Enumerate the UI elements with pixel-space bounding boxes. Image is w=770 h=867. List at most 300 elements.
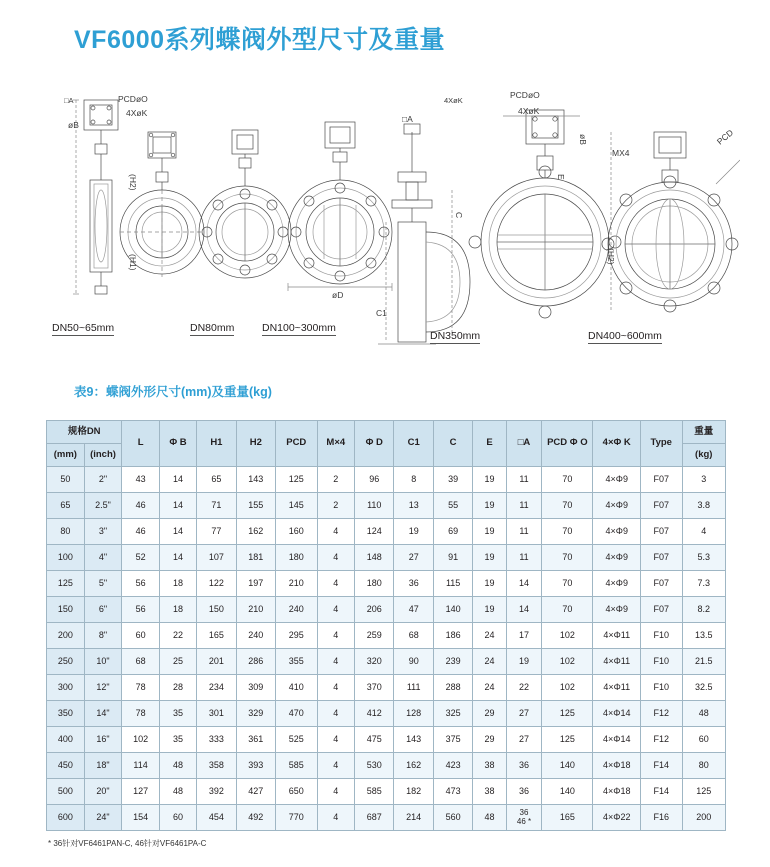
- table-row: [47, 493, 726, 519]
- cell-4-phi-k: 4×Φ11: [593, 649, 641, 675]
- cell-L: 46: [122, 493, 159, 519]
- cell-pcd-phi-o: 102: [542, 675, 593, 701]
- cell-dn-mm: 250: [47, 649, 85, 675]
- cell-pcd: 650: [276, 779, 317, 805]
- annotation-h1-right: (H2): [606, 248, 616, 265]
- cell-L: 68: [122, 649, 159, 675]
- cell-phi-d: 320: [355, 649, 394, 675]
- cell-type: F07: [640, 519, 682, 545]
- cell-h1: 454: [197, 805, 236, 831]
- cell-c: 288: [433, 675, 472, 701]
- annotation-h2-right: E: [556, 174, 566, 180]
- cell-pcd: 470: [276, 701, 317, 727]
- cell-h2: 143: [236, 467, 275, 493]
- cell-L: 46: [122, 519, 159, 545]
- cell-type: F12: [640, 701, 682, 727]
- cell-4-phi-k: 4×Φ9: [593, 493, 641, 519]
- cell-h2: 155: [236, 493, 275, 519]
- cell-4-phi-k: 4×Φ9: [593, 519, 641, 545]
- cell-pcd-phi-o: 70: [542, 545, 593, 571]
- cell-weight: 3: [682, 467, 726, 493]
- annotation-h1-left: (H1): [128, 254, 138, 271]
- cell-pcd: 525: [276, 727, 317, 753]
- cell-c1: 128: [394, 701, 433, 727]
- cell-pcd-phi-o: 70: [542, 467, 593, 493]
- cell-pcd-phi-o: 70: [542, 571, 593, 597]
- cell-c1: 111: [394, 675, 433, 701]
- cell-e: 29: [473, 701, 506, 727]
- cell-phi-b: 28: [159, 675, 196, 701]
- cell-dn-mm: 350: [47, 701, 85, 727]
- cell-e: 19: [473, 467, 506, 493]
- cell-phi-b: 14: [159, 545, 196, 571]
- cell-h2: 427: [236, 779, 275, 805]
- cell-phi-b: 22: [159, 623, 196, 649]
- cell-weight: 3.8: [682, 493, 726, 519]
- cell-type: F07: [640, 467, 682, 493]
- cell-dn-mm: 50: [47, 467, 85, 493]
- cell-dn-mm: 150: [47, 597, 85, 623]
- cell-4-phi-k: 4×Φ11: [593, 623, 641, 649]
- annotation-c: C: [454, 212, 464, 219]
- cell-h2: 329: [236, 701, 275, 727]
- table-row: [47, 467, 726, 493]
- cell-L: 114: [122, 753, 159, 779]
- cell-dn-inch: 20": [84, 779, 122, 805]
- table-body: [47, 467, 726, 831]
- cell-dn-mm: 450: [47, 753, 85, 779]
- cell-pcd: 210: [276, 571, 317, 597]
- cell-h2: 240: [236, 623, 275, 649]
- th-phi-b: Φ B: [159, 421, 196, 467]
- cell-type: F07: [640, 571, 682, 597]
- cell-weight: 7.3: [682, 571, 726, 597]
- spec-table: [46, 420, 726, 831]
- annotation-pcd-right: PCDøO: [510, 90, 540, 100]
- cell-type: F07: [640, 597, 682, 623]
- th-phi-d: Φ D: [355, 421, 394, 467]
- cell-h1: 392: [197, 779, 236, 805]
- cell-c1: 162: [394, 753, 433, 779]
- cell-weight: 13.5: [682, 623, 726, 649]
- cell-phi-d: 370: [355, 675, 394, 701]
- cell-c: 560: [433, 805, 472, 831]
- cell-weight: 5.3: [682, 545, 726, 571]
- caption-dn100-300: DN100~300mm: [262, 322, 336, 334]
- annotation-pcd-left: PCDøO: [118, 94, 148, 104]
- cell-dn-inch: 24": [84, 805, 122, 831]
- cell-4-phi-k: 4×Φ9: [593, 467, 641, 493]
- cell-4-phi-k: 4×Φ9: [593, 571, 641, 597]
- table-row: [47, 753, 726, 779]
- cell-h2: 197: [236, 571, 275, 597]
- cell-h1: 333: [197, 727, 236, 753]
- cell-h2: 309: [236, 675, 275, 701]
- cell-h1: 165: [197, 623, 236, 649]
- cell-pcd: 145: [276, 493, 317, 519]
- cell-pcd-phi-o: 70: [542, 493, 593, 519]
- cell-phi-d: 110: [355, 493, 394, 519]
- cell-h2: 286: [236, 649, 275, 675]
- cell-dn-mm: 400: [47, 727, 85, 753]
- cell-square-a: 36: [506, 779, 541, 805]
- cell-c: 239: [433, 649, 472, 675]
- cell-h2: 181: [236, 545, 275, 571]
- annotation-h2-left: (H2): [128, 174, 138, 191]
- th-weight-unit: (kg): [682, 444, 726, 467]
- table-row: [47, 779, 726, 805]
- caption-dn400-600: DN400~600mm: [588, 330, 662, 342]
- th-m4: M×4: [317, 421, 355, 467]
- cell-L: 60: [122, 623, 159, 649]
- cell-c: 186: [433, 623, 472, 649]
- cell-dn-mm: 600: [47, 805, 85, 831]
- cell-L: 102: [122, 727, 159, 753]
- cell-e: 19: [473, 493, 506, 519]
- cell-h1: 107: [197, 545, 236, 571]
- cell-c1: 90: [394, 649, 433, 675]
- cell-weight: 125: [682, 779, 726, 805]
- cell-h1: 234: [197, 675, 236, 701]
- cell-c1: 47: [394, 597, 433, 623]
- cell-phi-d: 124: [355, 519, 394, 545]
- cell-pcd-phi-o: 70: [542, 597, 593, 623]
- cell-dn-inch: 2.5": [84, 493, 122, 519]
- cell-dn-mm: 80: [47, 519, 85, 545]
- table-row: [47, 519, 726, 545]
- cell-c1: 214: [394, 805, 433, 831]
- caption-dn50-65: DN50~65mm: [52, 322, 115, 334]
- cell-m4: 4: [317, 701, 355, 727]
- cell-phi-d: 412: [355, 701, 394, 727]
- cell-phi-b: 35: [159, 701, 196, 727]
- cell-pcd-phi-o: 70: [542, 519, 593, 545]
- cell-e: 19: [473, 545, 506, 571]
- cell-phi-b: 18: [159, 571, 196, 597]
- cell-4-phi-k: 4×Φ14: [593, 701, 641, 727]
- cell-c1: 19: [394, 519, 433, 545]
- cell-square-a: 11: [506, 545, 541, 571]
- cell-e: 19: [473, 571, 506, 597]
- table-head: [47, 421, 726, 467]
- cell-m4: 4: [317, 753, 355, 779]
- cell-L: 52: [122, 545, 159, 571]
- cell-phi-d: 687: [355, 805, 394, 831]
- cell-weight: 32.5: [682, 675, 726, 701]
- cell-c: 55: [433, 493, 472, 519]
- cell-pcd: 240: [276, 597, 317, 623]
- cell-e: 19: [473, 519, 506, 545]
- cell-type: F07: [640, 545, 682, 571]
- cell-dn-inch: 12": [84, 675, 122, 701]
- annotation-holes-right: 4XøK: [518, 106, 540, 116]
- cell-h1: 77: [197, 519, 236, 545]
- cell-square-a: 36: [506, 753, 541, 779]
- table-row: [47, 649, 726, 675]
- cell-e: 48: [473, 805, 506, 831]
- cell-pcd: 125: [276, 467, 317, 493]
- spec-table-wrapper: [46, 420, 726, 831]
- cell-L: 154: [122, 805, 159, 831]
- table-row: [47, 701, 726, 727]
- table-row: [47, 571, 726, 597]
- cell-pcd-phi-o: 125: [542, 701, 593, 727]
- cell-m4: 4: [317, 623, 355, 649]
- cell-dn-inch: 14": [84, 701, 122, 727]
- cell-h1: 71: [197, 493, 236, 519]
- th-dn-mm: (mm): [47, 444, 85, 467]
- cell-c: 325: [433, 701, 472, 727]
- table-row: [47, 805, 726, 831]
- cell-phi-b: 35: [159, 727, 196, 753]
- cell-m4: 4: [317, 545, 355, 571]
- cell-h1: 150: [197, 597, 236, 623]
- cell-4-phi-k: 4×Φ14: [593, 727, 641, 753]
- cell-h1: 122: [197, 571, 236, 597]
- cell-square-a: 14: [506, 597, 541, 623]
- cell-h2: 492: [236, 805, 275, 831]
- cell-square-a: 11: [506, 467, 541, 493]
- table-row: [47, 597, 726, 623]
- cell-phi-b: 25: [159, 649, 196, 675]
- cell-phi-d: 475: [355, 727, 394, 753]
- cell-m4: 4: [317, 675, 355, 701]
- cell-phi-b: 60: [159, 805, 196, 831]
- th-dn-inch: (inch): [84, 444, 122, 467]
- cell-type: F16: [640, 805, 682, 831]
- th-weight: 重量: [682, 421, 726, 444]
- cell-phi-d: 206: [355, 597, 394, 623]
- annotation-ob-left: øB: [68, 120, 79, 130]
- cell-weight: 80: [682, 753, 726, 779]
- th-type: Type: [640, 421, 682, 467]
- cell-h2: 162: [236, 519, 275, 545]
- cell-square-a: 11: [506, 493, 541, 519]
- th-h2: H2: [236, 421, 275, 467]
- cell-weight: 60: [682, 727, 726, 753]
- cell-m4: 4: [317, 727, 355, 753]
- cell-phi-b: 48: [159, 779, 196, 805]
- cell-square-a: 14: [506, 571, 541, 597]
- th-c: C: [433, 421, 472, 467]
- cell-4-phi-k: 4×Φ9: [593, 545, 641, 571]
- cell-h1: 201: [197, 649, 236, 675]
- annotation-c1: C1: [376, 308, 387, 318]
- th-4-phi-k: 4×Φ K: [593, 421, 641, 467]
- cell-square-a: 27: [506, 701, 541, 727]
- th-L: L: [122, 421, 159, 467]
- annotation-holes-left: 4XøK: [126, 108, 148, 118]
- cell-dn-inch: 6": [84, 597, 122, 623]
- cell-c: 423: [433, 753, 472, 779]
- cell-dn-mm: 100: [47, 545, 85, 571]
- cell-c1: 8: [394, 467, 433, 493]
- annotation-pcd-far-right: PCD: [714, 127, 736, 147]
- cell-m4: 2: [317, 493, 355, 519]
- cell-phi-b: 14: [159, 519, 196, 545]
- cell-e: 19: [473, 597, 506, 623]
- cell-dn-mm: 500: [47, 779, 85, 805]
- th-e: E: [473, 421, 506, 467]
- cell-4-phi-k: 4×Φ22: [593, 805, 641, 831]
- cell-c: 115: [433, 571, 472, 597]
- cell-c: 69: [433, 519, 472, 545]
- cell-c1: 68: [394, 623, 433, 649]
- cell-h2: 210: [236, 597, 275, 623]
- cell-L: 56: [122, 571, 159, 597]
- cell-pcd: 295: [276, 623, 317, 649]
- table-row: [47, 545, 726, 571]
- cell-dn-mm: 200: [47, 623, 85, 649]
- caption-dn80: DN80mm: [190, 322, 235, 334]
- cell-c: 91: [433, 545, 472, 571]
- cell-dn-inch: 3": [84, 519, 122, 545]
- table-footnote: * 36针对VF6461PAN-C, 46针对VF6461PA-C: [48, 839, 207, 848]
- cell-type: F10: [640, 649, 682, 675]
- cell-type: F12: [640, 727, 682, 753]
- cell-square-a: 17: [506, 623, 541, 649]
- cell-pcd-phi-o: 140: [542, 779, 593, 805]
- cell-phi-b: 18: [159, 597, 196, 623]
- cell-h2: 393: [236, 753, 275, 779]
- cell-dn-inch: 4": [84, 545, 122, 571]
- cell-weight: 8.2: [682, 597, 726, 623]
- cell-pcd: 180: [276, 545, 317, 571]
- cell-type: F10: [640, 675, 682, 701]
- cell-4-phi-k: 4×Φ9: [593, 597, 641, 623]
- cell-c: 39: [433, 467, 472, 493]
- cell-h2: 361: [236, 727, 275, 753]
- cell-e: 24: [473, 623, 506, 649]
- cell-4-phi-k: 4×Φ18: [593, 753, 641, 779]
- cell-m4: 4: [317, 519, 355, 545]
- cell-m4: 4: [317, 571, 355, 597]
- annotation-od: øD: [332, 290, 344, 300]
- cell-c1: 143: [394, 727, 433, 753]
- cell-weight: 21.5: [682, 649, 726, 675]
- annotation-e: øB: [578, 134, 588, 145]
- cell-h1: 301: [197, 701, 236, 727]
- cell-c1: 36: [394, 571, 433, 597]
- cell-L: 43: [122, 467, 159, 493]
- cell-square-a: 11: [506, 519, 541, 545]
- cell-h1: 65: [197, 467, 236, 493]
- cell-phi-d: 180: [355, 571, 394, 597]
- cell-e: 24: [473, 649, 506, 675]
- cell-e: 24: [473, 675, 506, 701]
- cell-m4: 4: [317, 649, 355, 675]
- cell-pcd: 355: [276, 649, 317, 675]
- cell-pcd-phi-o: 165: [542, 805, 593, 831]
- cell-type: F14: [640, 753, 682, 779]
- cell-pcd: 160: [276, 519, 317, 545]
- cell-e: 38: [473, 753, 506, 779]
- cell-dn-inch: 10": [84, 649, 122, 675]
- cell-dn-mm: 300: [47, 675, 85, 701]
- cell-m4: 4: [317, 779, 355, 805]
- cell-square-a: 22: [506, 675, 541, 701]
- cell-4-phi-k: 4×Φ18: [593, 779, 641, 805]
- cell-type: F07: [640, 493, 682, 519]
- cell-square-a: 19: [506, 649, 541, 675]
- cell-phi-b: 14: [159, 467, 196, 493]
- cell-pcd: 410: [276, 675, 317, 701]
- cell-c1: 27: [394, 545, 433, 571]
- cell-square-a: 36 46 *: [506, 805, 541, 831]
- cell-weight: 48: [682, 701, 726, 727]
- cell-c1: 13: [394, 493, 433, 519]
- cell-L: 56: [122, 597, 159, 623]
- cell-dn-inch: 8": [84, 623, 122, 649]
- cell-pcd: 770: [276, 805, 317, 831]
- page-title: VF6000系列蝶阀外型尺寸及重量: [74, 26, 446, 54]
- cell-square-a: 27: [506, 727, 541, 753]
- annotation-square-a-left: □A: [64, 96, 74, 105]
- cell-dn-inch: 2": [84, 467, 122, 493]
- cell-L: 78: [122, 701, 159, 727]
- cell-L: 78: [122, 675, 159, 701]
- cell-phi-b: 48: [159, 753, 196, 779]
- cell-type: F10: [640, 623, 682, 649]
- cell-phi-d: 585: [355, 779, 394, 805]
- cell-phi-d: 530: [355, 753, 394, 779]
- cell-phi-b: 14: [159, 493, 196, 519]
- th-square-a: □A: [506, 421, 541, 467]
- cell-dn-mm: 125: [47, 571, 85, 597]
- cell-e: 29: [473, 727, 506, 753]
- cell-pcd-phi-o: 125: [542, 727, 593, 753]
- table-row: [47, 675, 726, 701]
- cell-c: 375: [433, 727, 472, 753]
- cell-dn-mm: 65: [47, 493, 85, 519]
- annotation-ob-right: □A: [402, 114, 413, 124]
- th-dn: 规格DN: [47, 421, 122, 444]
- cell-weight: 200: [682, 805, 726, 831]
- cell-h1: 358: [197, 753, 236, 779]
- th-pcd: PCD: [276, 421, 317, 467]
- cell-c: 140: [433, 597, 472, 623]
- table-header-row-1: [47, 421, 726, 444]
- cell-phi-d: 96: [355, 467, 394, 493]
- th-pcd-phi-o: PCD Φ O: [542, 421, 593, 467]
- cell-m4: 4: [317, 597, 355, 623]
- cell-c: 473: [433, 779, 472, 805]
- cell-4-phi-k: 4×Φ11: [593, 675, 641, 701]
- cell-L: 127: [122, 779, 159, 805]
- cell-c1: 182: [394, 779, 433, 805]
- cell-e: 38: [473, 779, 506, 805]
- cell-pcd-phi-o: 102: [542, 649, 593, 675]
- th-h1: H1: [197, 421, 236, 467]
- th-c1: C1: [394, 421, 433, 467]
- cell-pcd-phi-o: 102: [542, 623, 593, 649]
- cell-pcd-phi-o: 140: [542, 753, 593, 779]
- cell-m4: 2: [317, 467, 355, 493]
- technical-drawing: [40, 72, 740, 352]
- cell-phi-d: 259: [355, 623, 394, 649]
- cell-pcd: 585: [276, 753, 317, 779]
- cell-phi-d: 148: [355, 545, 394, 571]
- cell-dn-inch: 5": [84, 571, 122, 597]
- cell-dn-inch: 16": [84, 727, 122, 753]
- caption-dn350: DN350mm: [430, 330, 481, 342]
- cell-type: F14: [640, 779, 682, 805]
- table-row: [47, 727, 726, 753]
- annotation-mx4: MX4: [612, 148, 630, 158]
- cell-weight: 4: [682, 519, 726, 545]
- annotation-square-a-right: 4XøK: [444, 96, 463, 105]
- table-caption: 表9：蝶阀外形尺寸(mm)及重量(kg): [74, 385, 272, 399]
